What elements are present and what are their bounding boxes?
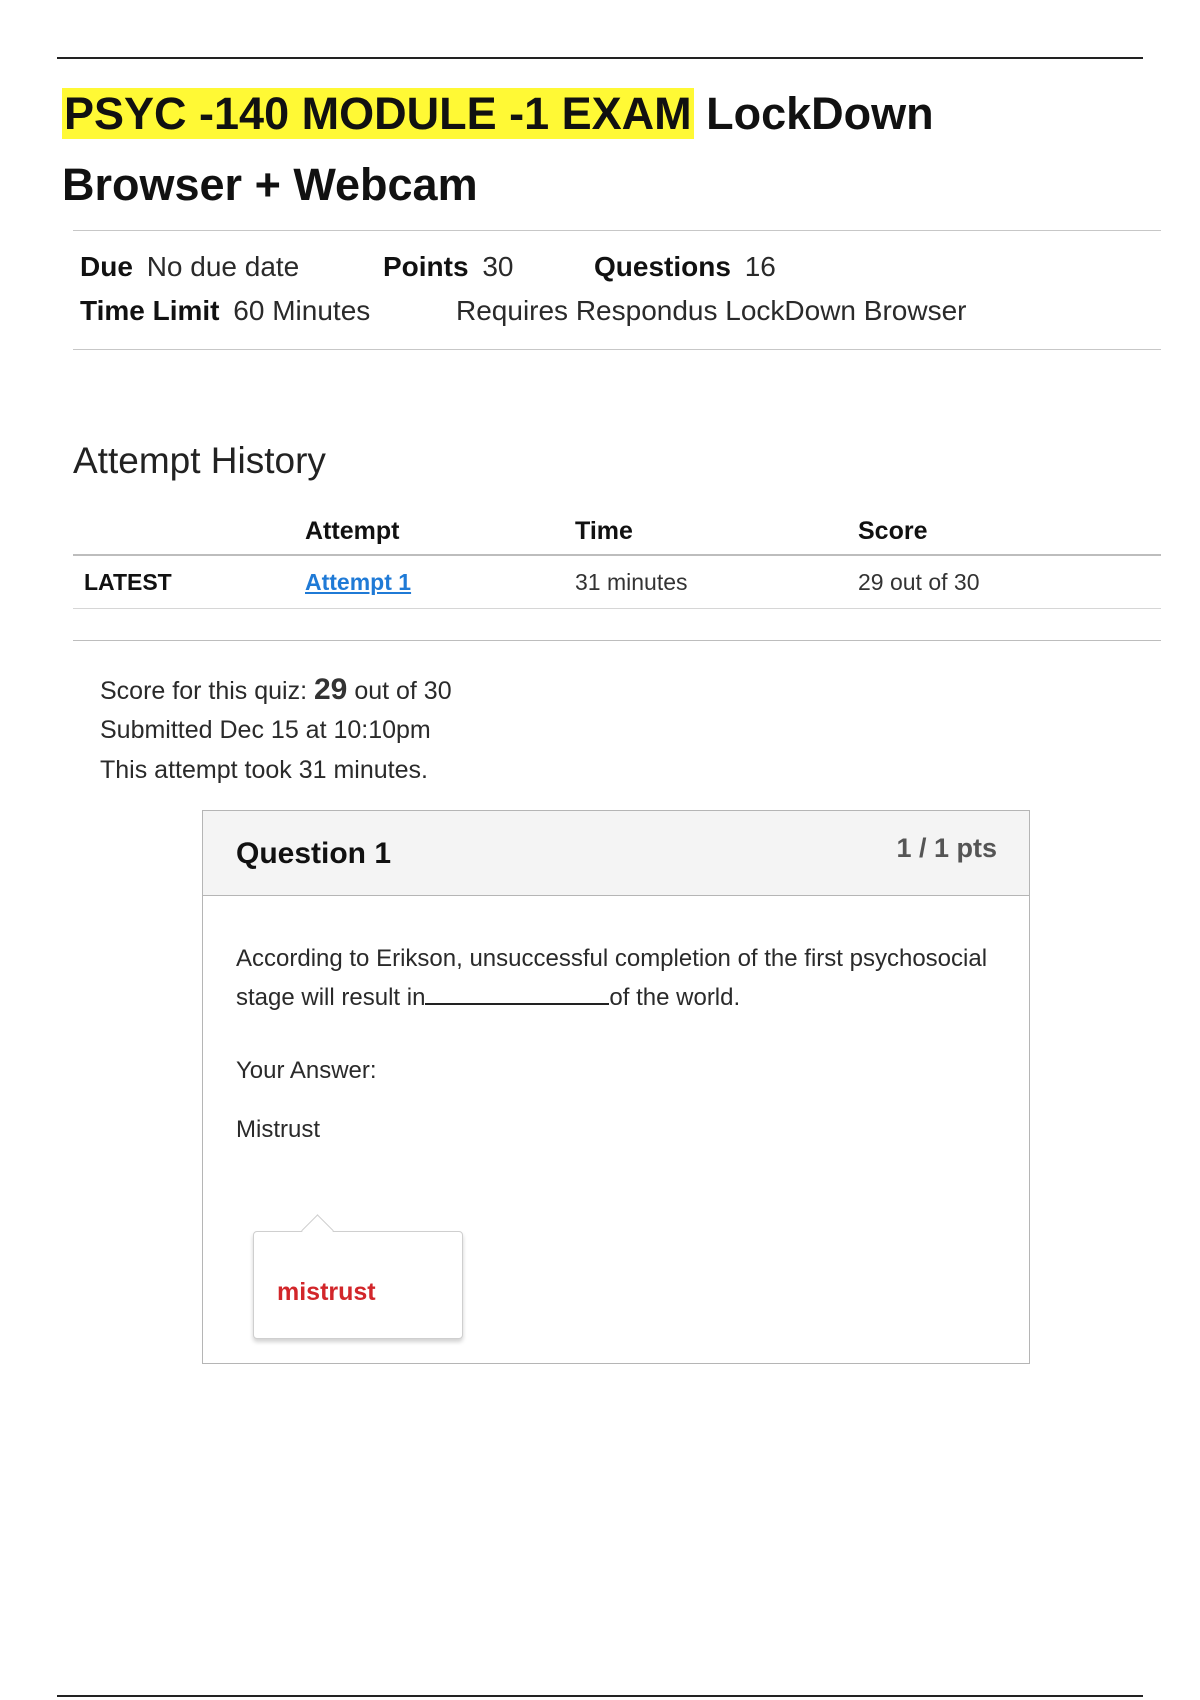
latest-tag: LATEST — [73, 555, 305, 609]
due-info — [80, 251, 299, 283]
questions-label: Questions — [594, 251, 731, 282]
question-header — [203, 811, 1029, 896]
duration-line: This attempt took 31 minutes. — [100, 756, 428, 784]
time-limit-value: 60 Minutes — [233, 295, 371, 326]
section-divider — [73, 640, 1161, 641]
points-label: Points — [383, 251, 469, 282]
attempt-1-link[interactable]: Attempt 1 — [305, 568, 412, 595]
lockdown-requirement: Requires Respondus LockDown Browser — [456, 295, 967, 326]
column-header-attempt: Attempt — [305, 508, 575, 555]
time-cell: 31 minutes — [575, 555, 858, 609]
due-label: Due — [80, 251, 133, 282]
question-title: Question 1 — [236, 837, 392, 870]
quiz-summary — [100, 670, 452, 790]
attempt-cell — [305, 555, 575, 609]
score-prefix: Score for this quiz: — [100, 677, 308, 705]
title-rest: LockDown Browser + Webcam — [62, 88, 934, 210]
points-value: 30 — [482, 251, 514, 282]
correct-answer-callout — [253, 1231, 463, 1339]
score-cell: 29 out of 30 — [858, 555, 1161, 609]
question-text-before: According to Erikson, unsuccessful completion of the first psychosocial stage will result in — [236, 945, 988, 1011]
your-answer-value: Mistrust — [236, 1116, 320, 1143]
page-title — [62, 78, 1122, 220]
page-top-rule — [57, 57, 1143, 59]
title-highlighted: PSYC -140 MODULE -1 EXAM — [64, 88, 692, 139]
score-suffix: out of 30 — [354, 677, 452, 705]
question-text-after: of the world. — [609, 984, 741, 1011]
questions-info — [594, 251, 776, 283]
answer-blank — [425, 979, 609, 1005]
quiz-details — [73, 230, 1161, 350]
questions-value: 16 — [744, 251, 776, 282]
question-card — [202, 810, 1030, 1364]
column-header-time: Time — [575, 508, 858, 555]
score-line — [100, 670, 452, 710]
points-info — [383, 251, 514, 283]
due-value: No due date — [146, 251, 300, 282]
column-header-tag — [73, 508, 305, 555]
page-bottom-rule — [57, 1695, 1143, 1697]
question-text — [236, 939, 996, 1017]
table-row — [73, 555, 1161, 609]
time-limit-info — [80, 295, 370, 327]
table-header-row — [73, 508, 1161, 555]
score-value: 29 — [313, 673, 348, 706]
submitted-line: Submitted Dec 15 at 10:10pm — [100, 716, 431, 744]
attempt-history-table — [73, 508, 1161, 609]
attempt-history-heading: Attempt History — [73, 440, 326, 481]
question-points: 1 / 1 pts — [896, 833, 997, 863]
time-limit-label: Time Limit — [80, 295, 220, 326]
callout-arrow — [301, 1214, 334, 1247]
your-answer-label: Your Answer: — [236, 1057, 377, 1084]
correct-answer-text: mistrust — [277, 1278, 376, 1306]
column-header-score: Score — [858, 508, 1161, 555]
